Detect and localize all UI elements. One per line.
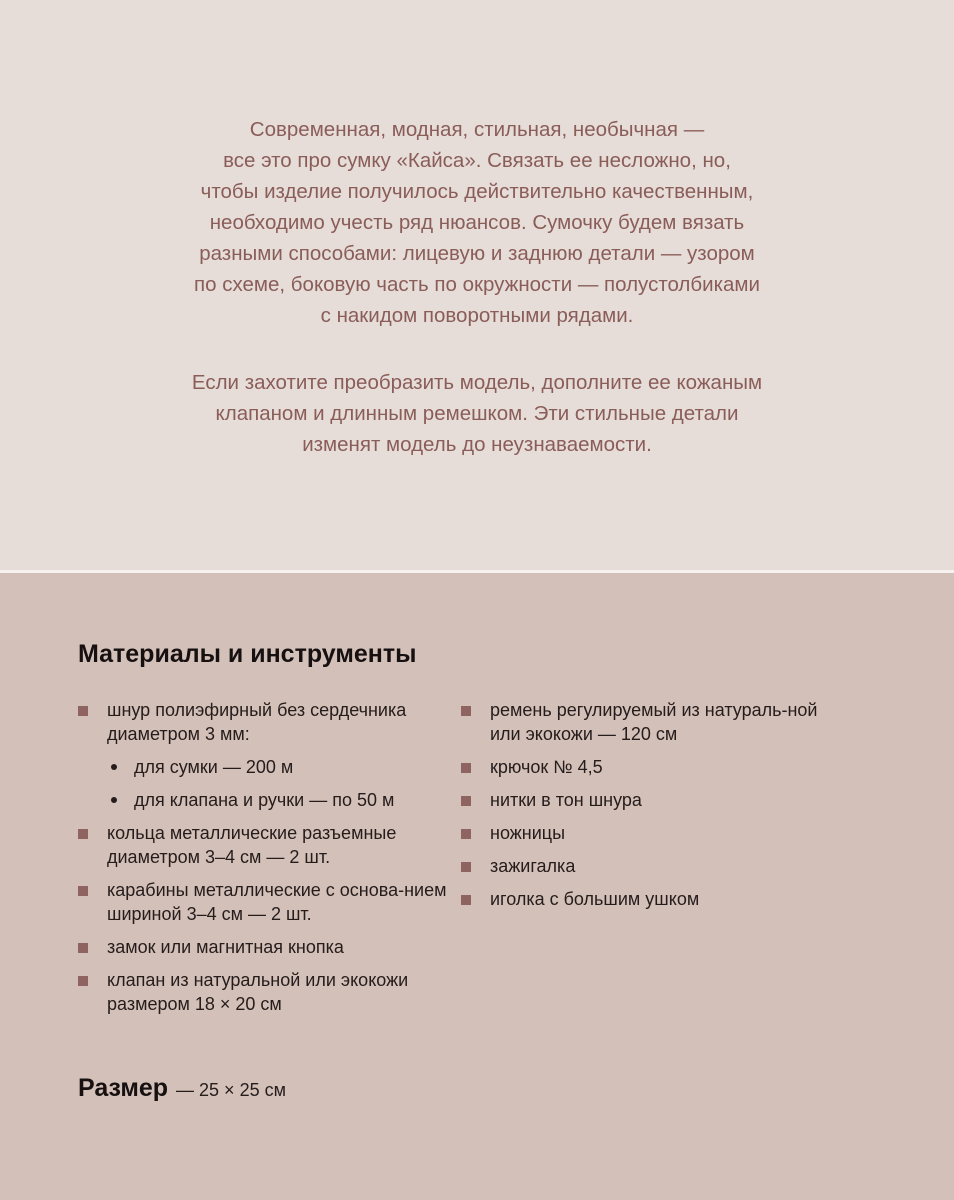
- square-bullet-icon: [461, 829, 471, 839]
- list-item: [461, 698, 841, 746]
- list-item-text: кольца металлические разъемные диаметром 3–4 см — 2 шт.: [107, 823, 397, 867]
- intro-line: все это про сумку «Кайса». Связать ее несложно, но,: [223, 149, 731, 172]
- size-line: [78, 1074, 286, 1103]
- list-item: [78, 821, 458, 869]
- list-item: [461, 788, 841, 812]
- intro-line: необходимо учесть ряд нюансов. Сумочку будем вязать: [209, 211, 745, 234]
- list-item-text: карабины металлические с основа-нием шириной 3–4 см — 2 шт.: [107, 880, 447, 924]
- list-item-text: клапан из натуральной или экокожи размером 18 × 20 см: [107, 970, 409, 1014]
- intro-line: клапаном и длинным ремешком. Эти стильные детали: [215, 402, 739, 425]
- materials-list-right: [461, 698, 841, 920]
- square-bullet-icon: [461, 895, 471, 905]
- size-value: — 25 × 25 см: [176, 1080, 286, 1100]
- intro-paragraph-2: [100, 367, 854, 460]
- materials-list-left: [78, 698, 458, 1025]
- intro-line: изменят модель до неузнаваемости.: [302, 433, 652, 456]
- sub-list-item: [107, 755, 458, 779]
- sub-list-item-text: для клапана и ручки — по 50 м: [134, 790, 395, 810]
- list-item: [461, 887, 841, 911]
- list-item-text: шнур полиэфирный без сердечника диаметром 3 мм:: [107, 700, 407, 744]
- list-item: [78, 935, 458, 959]
- list-item-text: крючок № 4,5: [490, 757, 603, 777]
- intro-line: с накидом поворотными рядами.: [320, 304, 634, 327]
- materials-title: Материалы и инструменты: [78, 640, 417, 668]
- intro-line: чтобы изделие получилось действительно качественным,: [200, 180, 754, 203]
- list-item: [461, 821, 841, 845]
- square-bullet-icon: [78, 886, 88, 896]
- list-item: [78, 698, 458, 812]
- dot-bullet-icon: [111, 797, 117, 803]
- square-bullet-icon: [461, 796, 471, 806]
- intro-paragraph-1: [100, 114, 854, 331]
- square-bullet-icon: [461, 763, 471, 773]
- list-item-text: ножницы: [490, 823, 566, 843]
- list-item: [78, 968, 458, 1016]
- square-bullet-icon: [461, 706, 471, 716]
- size-label: Размер: [78, 1074, 169, 1102]
- intro-line: Если захотите преобразить модель, дополните ее кожаным: [191, 371, 763, 394]
- intro-line: Современная, модная, стильная, необычная —: [249, 118, 705, 141]
- list-item-text: нитки в тон шнура: [490, 790, 642, 810]
- list-item-text: иголка с большим ушком: [490, 889, 700, 909]
- list-item-text: ремень регулируемый из натураль-ной или экокожи — 120 см: [490, 700, 818, 744]
- intro-line: разными способами: лицевую и заднюю детали — узором: [199, 242, 755, 265]
- sub-list: [107, 755, 458, 812]
- list-item: [461, 755, 841, 779]
- sub-list-item: [107, 788, 458, 812]
- list-item: [78, 878, 458, 926]
- dot-bullet-icon: [111, 764, 117, 770]
- intro-line: по схеме, боковую часть по окружности — полустолбиками: [194, 273, 760, 296]
- square-bullet-icon: [78, 829, 88, 839]
- list-item-text: замок или магнитная кнопка: [107, 937, 344, 957]
- list-item: [461, 854, 841, 878]
- square-bullet-icon: [78, 943, 88, 953]
- square-bullet-icon: [78, 706, 88, 716]
- square-bullet-icon: [461, 862, 471, 872]
- list-item-text: зажигалка: [490, 856, 576, 876]
- square-bullet-icon: [78, 976, 88, 986]
- sub-list-item-text: для сумки — 200 м: [134, 757, 294, 777]
